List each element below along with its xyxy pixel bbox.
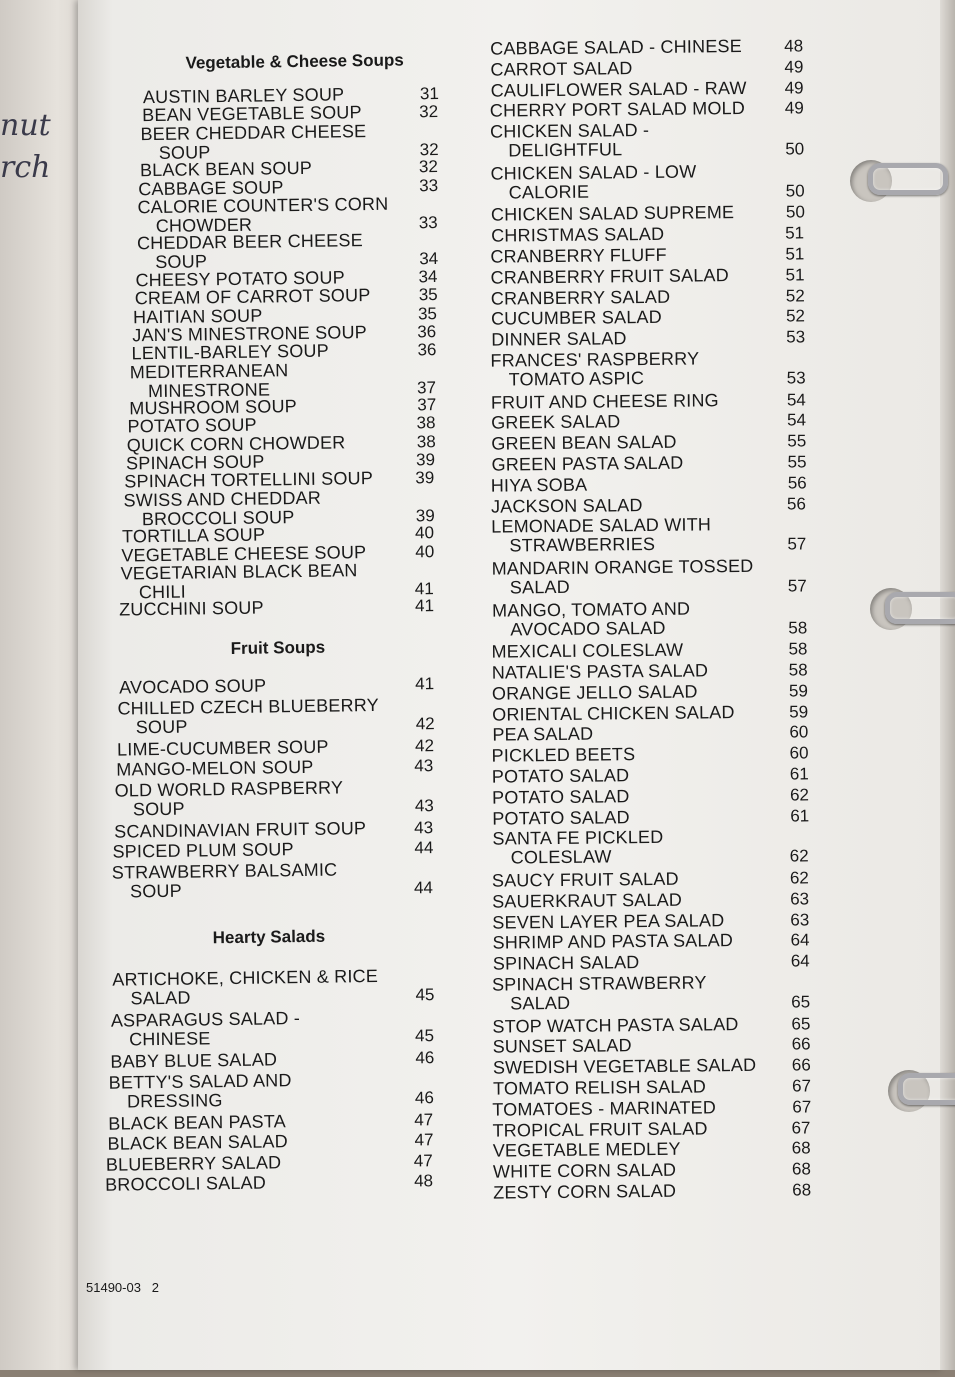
entry-page-number: 64: [790, 951, 810, 971]
entry-title: TOMATOES - MARINATED: [492, 1097, 717, 1120]
entry-page-number: 43: [414, 756, 434, 776]
entry-title: SPINACH SALAD: [492, 952, 640, 974]
index-entry: [492, 557, 754, 598]
entry-title: MANGO-MELON SOUP: [116, 756, 314, 780]
entry-title: LENTIL-BARLEY SOUP: [131, 340, 330, 364]
entry-page-number: 61: [789, 764, 809, 784]
entry-page-number: 66: [791, 1055, 811, 1075]
entry-title: SUNSET SALAD: [492, 1035, 632, 1058]
index-entry: [492, 828, 663, 868]
entry-title: ARTICHOKE, CHICKEN & RICE: [112, 965, 379, 990]
index-entry: [492, 787, 630, 807]
entry-title: MUSHROOM SOUP: [129, 396, 298, 419]
entry-title-continued: CHOWDER: [155, 214, 253, 236]
entry-title: SWISS AND CHEDDAR: [123, 487, 322, 511]
index-entry: [492, 808, 630, 828]
entry-title: BEAN VEGETABLE SOUP: [142, 102, 362, 126]
index-entry: [491, 475, 588, 495]
index-entry: [493, 1182, 676, 1203]
entry-title-continued: SOUP: [158, 141, 211, 163]
entry-title: HAITIAN SOUP: [132, 305, 263, 327]
entry-title: MEXICALI COLESLAW: [491, 639, 684, 662]
entry-title: SANTA FE PICKLED: [492, 827, 664, 850]
index-entry: [491, 79, 747, 101]
entry-title: CRANBERRY FLUFF: [490, 244, 667, 267]
entry-page-number: 68: [791, 1159, 811, 1179]
entry-title: QUICK CORN CHOWDER: [126, 432, 346, 456]
entry-title: CARROT SALAD: [490, 57, 633, 80]
entry-page-number: 39: [415, 450, 436, 470]
index-entry: [492, 973, 707, 1013]
entry-page-number: 39: [415, 468, 435, 488]
entry-page-number: 45: [415, 985, 435, 1005]
entry-title: CHICKEN SALAD - LOW: [490, 161, 697, 184]
entry-page-number: 39: [415, 505, 435, 525]
entry-page-number: 49: [784, 77, 804, 98]
entry-title-continued: CHILI: [138, 581, 187, 603]
entry-title: BEER CHEDDAR CHEESE: [140, 120, 367, 144]
entry-page-number: 31: [419, 84, 439, 104]
entry-title: JACKSON SALAD: [490, 494, 643, 517]
entry-title: CHEDDAR BEER CHEESE: [136, 230, 363, 254]
entry-title: FRUIT AND CHEESE RING: [490, 389, 719, 413]
entry-page-number: 37: [417, 395, 437, 415]
entry-page-number: 42: [414, 735, 435, 755]
index-entry: [493, 1140, 681, 1161]
entry-title-continued: BROCCOLI SOUP: [141, 506, 295, 529]
entry-page-number: 62: [789, 846, 809, 866]
entry-title: BLACK BEAN SALAD: [107, 1131, 288, 1154]
entry-title: LIME-CUCUMBER SOUP: [116, 736, 329, 760]
entry-title: FRANCES' RASPBERRY: [490, 348, 700, 371]
index-entry: [492, 1098, 716, 1119]
entry-page-number: 54: [787, 410, 807, 430]
entry-page-number: 43: [414, 795, 434, 815]
entry-title: GREEN BEAN SALAD: [491, 431, 677, 454]
entry-title: BLUEBERRY SALAD: [105, 1151, 282, 1175]
entry-title: ZESTY CORN SALAD: [493, 1180, 677, 1203]
entry-page-number: 51: [785, 244, 805, 264]
entry-title: ZUCCHINI SOUP: [118, 597, 264, 620]
entry-title: BABY BLUE SALAD: [110, 1049, 278, 1072]
entry-title: STOP WATCH PASTA SALAD: [492, 1013, 739, 1037]
index-entry: [490, 59, 632, 79]
entry-title: CREAM OF CARROT SOUP: [134, 285, 371, 309]
entry-title: BLACK BEAN SOUP: [139, 157, 313, 181]
entry-title-continued: SALAD: [509, 576, 570, 598]
entry-page-number: 32: [419, 139, 439, 159]
entry-page-number: 50: [785, 202, 805, 222]
entry-page-number: 50: [785, 181, 805, 201]
entry-title: CHICKEN SALAD -: [489, 120, 650, 142]
entry-title: MANGO, TOMATO AND: [491, 598, 691, 621]
index-entry: [490, 349, 699, 389]
entry-title: GREEK SALAD: [491, 411, 621, 434]
index-entry: [493, 953, 640, 974]
entry-page-number: 49: [784, 57, 804, 77]
entry-page-number: 53: [786, 327, 806, 347]
entry-page-number: 55: [787, 431, 807, 451]
entry-title: VEGETARIAN BLACK BEAN: [120, 559, 358, 584]
entry-page-number: 59: [789, 701, 809, 722]
entry-page-number: 43: [414, 817, 434, 837]
entry-title: AUSTIN BARLEY SOUP: [142, 84, 345, 108]
index-entry: [492, 661, 709, 682]
entry-page-number: 37: [416, 377, 437, 397]
entry-title: POTATO SALAD: [491, 765, 630, 787]
entry-page-number: 47: [414, 1109, 434, 1129]
index-entry: [491, 433, 676, 454]
entry-title: CHRISTMAS SALAD: [491, 224, 665, 246]
entry-page-number: 47: [414, 1130, 434, 1150]
entry-title: SPINACH TORTELLINI SOUP: [124, 468, 374, 492]
index-entry: [492, 911, 724, 932]
entry-title: CHILLED CZECH BLUEBERRY: [117, 694, 379, 719]
entry-page-number: 33: [419, 175, 439, 195]
index-entry: [491, 413, 620, 433]
index-entry: [491, 308, 662, 329]
entry-title: ORIENTAL CHICKEN SALAD: [492, 701, 735, 725]
entry-page-number: 68: [791, 1138, 811, 1158]
entry-page-number: 51: [785, 223, 805, 243]
entry-page-number: 44: [414, 838, 434, 858]
index-entry: [490, 162, 696, 202]
entry-title: POTATO SOUP: [127, 414, 257, 437]
entry-title: SPICED PLUM SOUP: [112, 839, 294, 862]
entry-page-number: 40: [414, 523, 435, 543]
entry-title: PICKLED BEETS: [491, 744, 636, 766]
entry-title: CHERRY PORT SALAD MOLD: [489, 98, 746, 122]
entry-page-number: 38: [416, 413, 436, 433]
entry-page-number: 35: [417, 303, 438, 323]
entry-title: CRANBERRY FRUIT SALAD: [490, 264, 729, 288]
entry-title: SEVEN LAYER PEA SALAD: [492, 909, 725, 933]
entry-title-continued: SOUP: [135, 716, 188, 737]
entry-title: CHICKEN SALAD SUPREME: [490, 202, 735, 226]
entry-title: POTATO SALAD: [491, 786, 630, 808]
entry-title-continued: SALAD: [510, 992, 571, 1014]
entry-title: CABBAGE SOUP: [138, 176, 284, 199]
entry-title-continued: AVOCADO SALAD: [510, 617, 666, 640]
entry-page-number: 62: [789, 785, 810, 805]
entry-page-number: 67: [792, 1097, 812, 1117]
index-entry: [491, 225, 664, 246]
index-entry: [491, 391, 719, 412]
entry-page-number: 46: [414, 1087, 435, 1107]
entry-page-number: 47: [413, 1150, 433, 1170]
entry-title: SCANDINAVIAN FRUIT SOUP: [114, 817, 367, 842]
entry-page-number: 66: [791, 1034, 811, 1054]
entry-title: DINNER SALAD: [491, 328, 627, 350]
entry-title: POTATO SALAD: [492, 806, 630, 829]
entry-page-number: 68: [792, 1180, 812, 1200]
entry-page-number: 36: [417, 321, 437, 342]
entry-title: NATALIE'S PASTA SALAD: [491, 660, 709, 683]
entry-title: SAUCY FRUIT SALAD: [491, 868, 679, 891]
entry-title: HIYA SOBA: [490, 474, 588, 496]
page-footer: [86, 1280, 159, 1295]
entry-title: STRAWBERRY BALSAMIC: [111, 859, 338, 883]
entry-title: ASPARAGUS SALAD -: [110, 1008, 301, 1031]
entry-title: LEMONADE SALAD WITH: [491, 514, 712, 538]
entry-title: CAULIFLOWER SALAD - RAW: [490, 77, 747, 101]
entry-title-continued: CHINESE: [128, 1028, 211, 1050]
entry-page-number: 50: [785, 139, 805, 159]
footer-page-number: 2: [151, 1280, 160, 1295]
index-entry: [492, 870, 679, 891]
entry-title: TROPICAL FRUIT SALAD: [492, 1118, 708, 1141]
margin-handwriting: nut: [0, 108, 51, 143]
entry-page-number: 65: [791, 1013, 811, 1034]
entry-page-number: 63: [790, 909, 810, 930]
entry-page-number: 59: [788, 681, 808, 701]
margin-handwriting: rch: [0, 150, 51, 185]
index-entry: [493, 1161, 676, 1182]
entry-title: VEGETABLE CHEESE SOUP: [121, 541, 367, 565]
entry-title-continued: SOUP: [129, 880, 182, 901]
entry-page-number: 52: [785, 306, 806, 326]
entry-title: VEGETABLE MEDLEY: [492, 1139, 681, 1162]
entry-page-number: 45: [414, 1026, 435, 1046]
entry-title: SWEDISH VEGETABLE SALAD: [492, 1055, 757, 1078]
index-entry: [493, 1037, 632, 1057]
entry-page-number: 41: [414, 578, 434, 599]
entry-title: BETTY'S SALAD AND: [108, 1069, 292, 1093]
entry-page-number: 34: [418, 267, 438, 287]
entry-title: SAUERKRAUT SALAD: [492, 889, 683, 912]
entry-page-number: 58: [788, 639, 808, 659]
entry-title: CHEESY POTATO SOUP: [135, 267, 345, 291]
entry-page-number: 48: [784, 36, 804, 56]
index-entry: [491, 266, 729, 287]
index-entry: [492, 703, 735, 725]
entry-title-continued: SOUP: [155, 251, 208, 273]
entry-page-number: 44: [413, 877, 434, 897]
entry-page-number: 35: [418, 285, 438, 305]
entry-title: BLACK BEAN PASTA: [108, 1110, 287, 1134]
footer-code: 51490-03: [86, 1280, 141, 1295]
entry-page-number: 56: [786, 493, 807, 514]
entry-title: BROCCOLI SALAD: [105, 1172, 267, 1195]
index-entry: [491, 329, 627, 349]
entry-title: CUCUMBER SALAD: [490, 307, 662, 330]
index-entry: [492, 932, 733, 954]
index-entry: [492, 745, 636, 766]
entry-page-number: 38: [416, 431, 436, 452]
entry-title: AVOCADO SOUP: [119, 675, 267, 698]
entry-page-number: 57: [787, 534, 807, 554]
entry-title: CABBAGE SALAD - CHINESE: [490, 36, 742, 59]
index-entry: [492, 725, 593, 745]
index-entry: [493, 1056, 757, 1078]
entry-title: TOMATO RELISH SALAD: [493, 1076, 707, 1099]
entry-page-number: 58: [788, 617, 808, 638]
entry-page-number: 48: [413, 1171, 434, 1191]
entry-title-continued: STRAWBERRIES: [509, 534, 656, 556]
entry-page-number: 60: [789, 722, 809, 742]
index-entry: [492, 766, 630, 786]
entry-page-number: 55: [787, 452, 807, 472]
entry-page-number: 41: [414, 596, 435, 616]
entry-page-number: 34: [419, 249, 439, 269]
entry-page-number: 61: [790, 805, 810, 826]
index-entry: [490, 37, 742, 59]
entry-title: SPINACH STRAWBERRY: [491, 972, 707, 995]
section-heading: Fruit Soups: [230, 637, 326, 658]
entry-page-number: 52: [785, 285, 805, 306]
entry-page-number: 41: [415, 674, 435, 694]
index-entry: [490, 246, 667, 267]
entry-page-number: 36: [417, 340, 437, 360]
entry-title: CRANBERRY SALAD: [490, 286, 671, 309]
entry-title: JAN'S MINESTRONE SOUP: [132, 321, 368, 346]
entry-title: WHITE CORN SALAD: [492, 1159, 677, 1182]
index-entry: [491, 203, 734, 225]
entry-page-number: 54: [786, 389, 806, 410]
entry-title: TORTILLA SOUP: [121, 524, 266, 547]
entry-title: SHRIMP AND PASTA SALAD: [492, 930, 734, 954]
entry-page-number: 42: [415, 713, 435, 733]
entry-page-number: 58: [788, 660, 808, 680]
index-entry: [493, 1077, 706, 1098]
entry-page-number: 40: [415, 541, 435, 561]
entry-page-number: 57: [787, 576, 807, 596]
entry-title-continued: CALORIE: [508, 181, 590, 203]
entry-title: GREEN PASTA SALAD: [491, 452, 684, 475]
entry-title-continued: SOUP: [132, 798, 185, 819]
entry-page-number: 64: [790, 930, 810, 950]
entry-title: CALORIE COUNTER'S CORN: [137, 193, 389, 218]
entry-page-number: 32: [418, 157, 439, 177]
entry-title-continued: DRESSING: [126, 1089, 223, 1111]
entry-title: SPINACH SOUP: [125, 451, 265, 474]
entry-page-number: 65: [791, 992, 811, 1012]
entry-page-number: 32: [419, 102, 439, 122]
entry-page-number: 53: [786, 368, 806, 388]
entry-title-continued: MINESTRONE: [147, 378, 271, 401]
entry-title: PEA SALAD: [492, 723, 594, 746]
entry-page-number: 63: [790, 889, 810, 909]
index-entry: [491, 287, 671, 308]
entry-title: MANDARIN ORANGE TOSSED: [491, 555, 754, 579]
index-entry: [491, 516, 711, 556]
index-entry: [492, 682, 698, 703]
entry-title-continued: COLESLAW: [510, 846, 612, 868]
entry-page-number: 67: [791, 1076, 812, 1096]
entry-title: MEDITERRANEAN: [129, 359, 289, 382]
entry-page-number: 33: [418, 212, 438, 233]
entry-page-number: 62: [789, 868, 809, 888]
entry-title-continued: TOMATO ASPIC: [508, 368, 645, 390]
entry-page-number: 49: [784, 98, 804, 118]
index-entry: [491, 641, 683, 662]
entry-page-number: 56: [787, 473, 807, 493]
index-entry: [492, 1015, 738, 1037]
entry-page-number: 51: [785, 265, 805, 285]
index-entry: [492, 1119, 707, 1140]
entry-title: OLD WORLD RASPBERRY: [114, 776, 344, 801]
entry-page-number: 46: [415, 1048, 435, 1068]
index-entry: [492, 890, 682, 911]
section-heading: Hearty Salads: [212, 926, 326, 948]
index-entry: [492, 599, 690, 639]
index-entry: [490, 99, 745, 121]
section-heading: Vegetable & Cheese Soups: [185, 50, 404, 73]
entry-title-continued: SALAD: [130, 987, 191, 1009]
index-entry: [491, 454, 683, 475]
index-entry: [491, 496, 643, 517]
index-entry: [490, 121, 649, 161]
entry-title: ORANGE JELLO SALAD: [491, 681, 698, 704]
entry-page-number: 60: [789, 743, 809, 763]
entry-page-number: 67: [791, 1117, 811, 1138]
entry-title-continued: DELIGHTFUL: [508, 139, 623, 161]
